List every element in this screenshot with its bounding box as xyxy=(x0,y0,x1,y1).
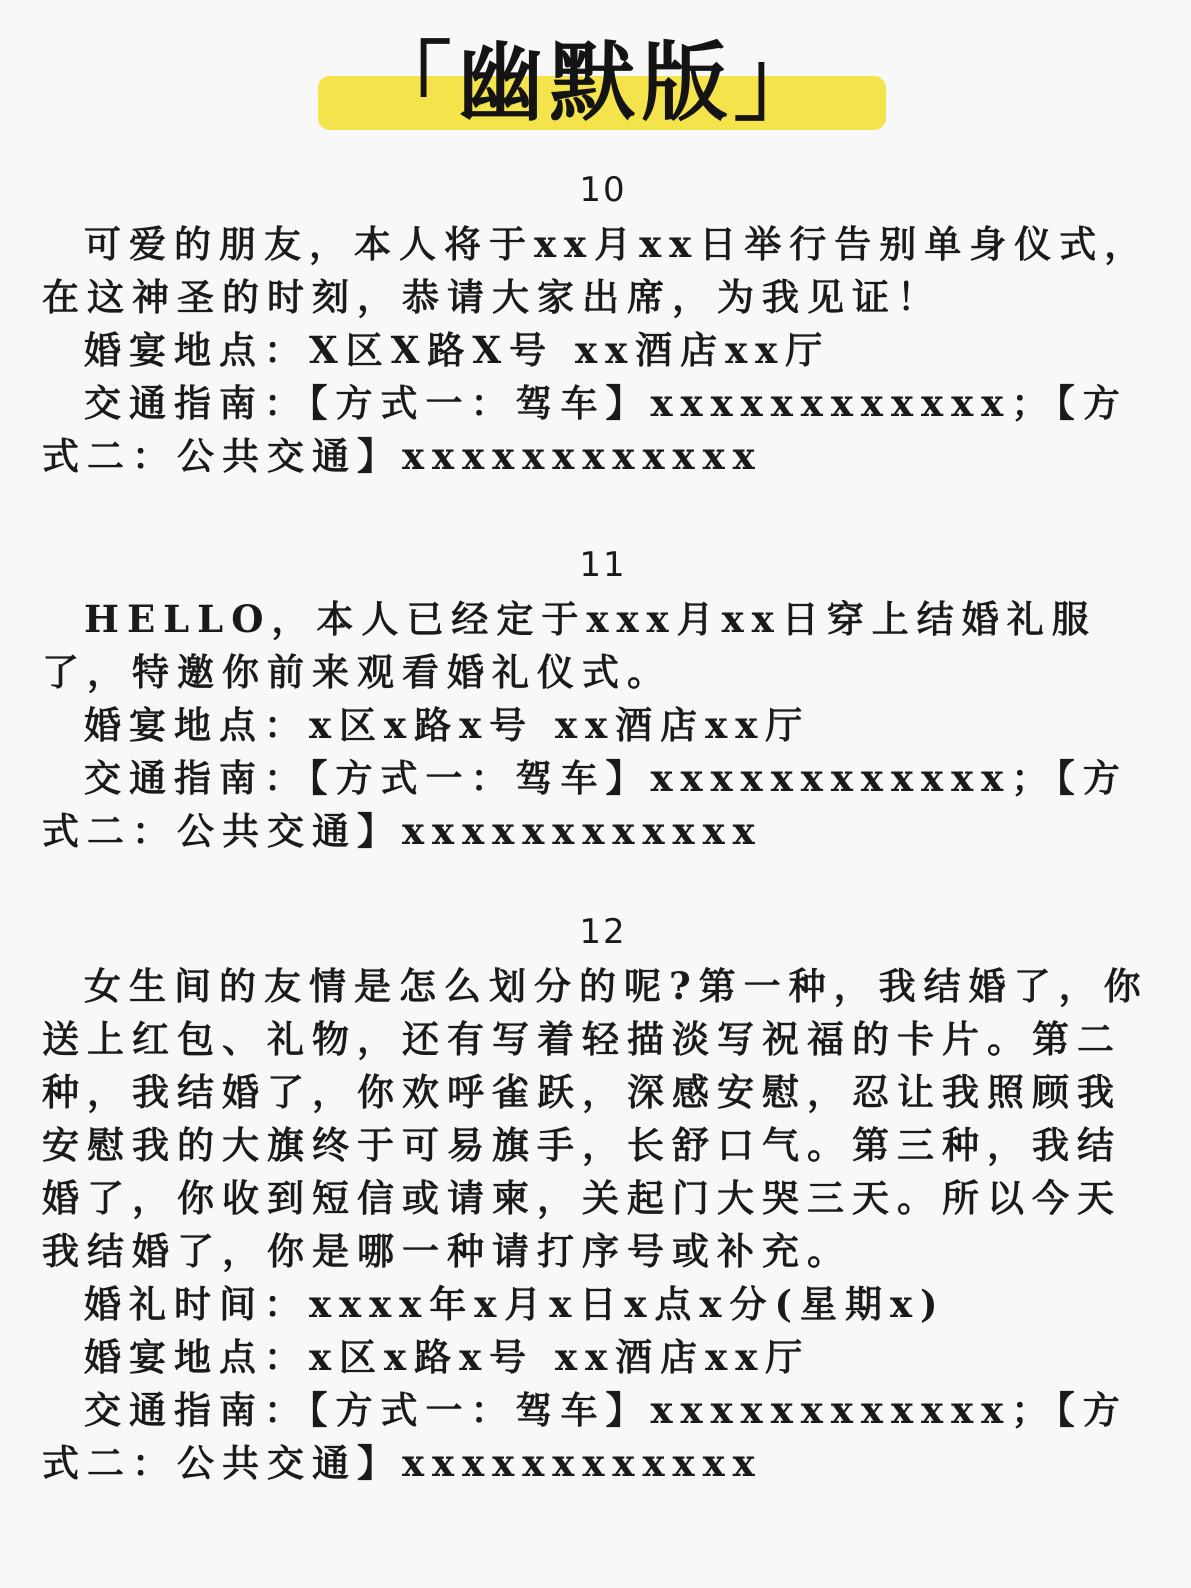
section-paragraph: 可爱的朋友，本人将于xx月xx日举行告别单身仪式，在这神圣的时刻，恭请大家出席，为我见证！ xyxy=(42,222,1150,319)
header xyxy=(0,20,1191,140)
section-11 xyxy=(42,545,1152,858)
section-number: 11 xyxy=(579,545,627,585)
page-title: 「幽默版」 xyxy=(365,33,826,133)
section-number: 10 xyxy=(579,170,627,210)
section-paragraph: 女生间的友情是怎么划分的呢?第一种，我结婚了，你送上红包、礼物，还有写着轻描淡写祝福的卡片。第二种，我结婚了，你欢呼雀跃，深感安慰，忍让我照顾我安慰我的大旗终于可易旗手，长舒口气。第三种，我结婚了，你收到短信或请柬，关起门大哭三天。所以今天我结婚了，你是哪一种请打序号或补充。 xyxy=(42,964,1149,1273)
section-10 xyxy=(42,170,1152,483)
transport-line: 交通指南：【方式一：驾车】xxxxxxxxxxxx；【方式二：公共交通】xxxxxxxxxxxx xyxy=(42,381,1128,478)
venue-line: 婚宴地点：x区x路x号 xx酒店xx厅 xyxy=(84,703,811,747)
venue-line: 婚宴地点：X区X路X号 xx酒店xx厅 xyxy=(84,328,831,372)
venue-line: 婚宴地点：x区x路x号 xx酒店xx厅 xyxy=(84,1335,811,1379)
time-line: 婚礼时间：xxxx年x月x日x点x分(星期x) xyxy=(84,1282,946,1326)
transport-line: 交通指南：【方式一：驾车】xxxxxxxxxxxx；【方式二：公共交通】xxxxxxxxxxxx xyxy=(42,1388,1128,1485)
transport-line: 交通指南：【方式一：驾车】xxxxxxxxxxxx；【方式二：公共交通】xxxxxxxxxxxx xyxy=(42,756,1128,853)
section-12 xyxy=(42,912,1152,1490)
section-paragraph: HELLO，本人已经定于xxx月xx日穿上结婚礼服了，特邀你前来观看婚礼仪式。 xyxy=(42,597,1097,694)
section-number: 12 xyxy=(579,912,627,952)
